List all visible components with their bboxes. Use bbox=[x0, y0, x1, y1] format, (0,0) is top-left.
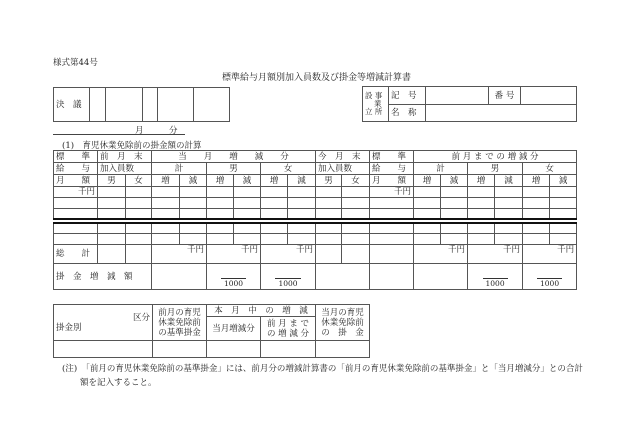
prev-base-header: 休業免除前 bbox=[158, 317, 201, 328]
header-total: 計 bbox=[414, 163, 468, 175]
prev-base-header: の基準掛金 bbox=[158, 327, 201, 338]
header-std: 標 準 bbox=[54, 151, 98, 163]
decision-cell[interactable] bbox=[90, 88, 106, 122]
form-title: 標準給与月額別加入員数及び掛金等増減計算書 bbox=[222, 73, 412, 83]
header-female: 女 bbox=[523, 163, 577, 175]
decision-label: 決 議 bbox=[54, 88, 90, 122]
code-label: 記 号 bbox=[389, 87, 426, 105]
header-male: 男 bbox=[207, 163, 261, 175]
month-label: 月 bbox=[135, 126, 144, 136]
header-std: 月 額 bbox=[370, 175, 414, 187]
header-female: 女 bbox=[126, 175, 152, 187]
code-field[interactable] bbox=[426, 87, 489, 105]
header-dec: 減 bbox=[495, 175, 523, 187]
table-row bbox=[54, 198, 577, 209]
denominator: 1000 bbox=[221, 278, 246, 289]
header-std: 標 準 bbox=[370, 151, 414, 163]
decision-cell[interactable] bbox=[143, 88, 158, 122]
name-label: 名 称 bbox=[389, 105, 426, 122]
prev-base-header: 前月の育児 bbox=[158, 307, 201, 318]
header-inc: 増 bbox=[414, 175, 441, 187]
header-prev-end: 前 月 末 bbox=[98, 151, 152, 163]
unit-label: 千円 bbox=[523, 245, 577, 264]
header-female: 女 bbox=[342, 175, 370, 187]
header-dec: 減 bbox=[441, 175, 468, 187]
unit-label: 千円 bbox=[261, 245, 316, 264]
header-total: 計 bbox=[152, 163, 207, 175]
header-current-change: 当 月 増 減 分 bbox=[152, 151, 316, 163]
unit-label: 千円 bbox=[54, 187, 98, 198]
decision-cell[interactable] bbox=[194, 88, 230, 122]
header-std: 給 与 bbox=[54, 163, 98, 175]
table-row bbox=[54, 187, 577, 198]
office-label: 業 bbox=[374, 99, 382, 108]
header-std: 月 額 bbox=[54, 175, 98, 187]
header-male: 男 bbox=[316, 175, 342, 187]
header-this-end: 加入員数 bbox=[316, 163, 370, 175]
header-dec: 減 bbox=[288, 175, 316, 187]
cur-premium-header: の 掛 金 bbox=[321, 327, 364, 338]
header-inc: 増 bbox=[261, 175, 288, 187]
grand-total-row bbox=[54, 245, 577, 264]
portion-label: 分 bbox=[169, 126, 178, 136]
header-prev-end: 加入員数 bbox=[98, 163, 152, 175]
office-label: 設 事 bbox=[365, 91, 383, 100]
header-this-end: 今 月 末 bbox=[316, 151, 370, 163]
unit-label: 千円 bbox=[207, 245, 261, 264]
header-inc: 増 bbox=[468, 175, 495, 187]
month-change-header: 本 月 中 の 増 減 bbox=[207, 305, 316, 317]
note-line: (注) 「前月の育児休業免除前の基準掛金」には、前月分の増減計算書の「前月の育児休業免除前の基準掛金」と「当月増減分」との合計 bbox=[62, 364, 583, 374]
cur-premium-header: 当月の育児 bbox=[321, 307, 364, 318]
table-row bbox=[54, 223, 577, 234]
month-underline bbox=[53, 134, 185, 135]
denominator: 1000 bbox=[537, 278, 562, 289]
header-upto-prev: 前 月 ま で の 増 減 分 bbox=[414, 151, 577, 163]
form-number: 様式第44号 bbox=[53, 58, 98, 68]
table-row bbox=[54, 209, 577, 219]
premium-change-row bbox=[54, 264, 577, 290]
office-box bbox=[362, 86, 577, 122]
denominator: 1000 bbox=[275, 278, 300, 289]
premium-change-label: 掛 金 増 減 額 bbox=[54, 264, 152, 290]
cur-premium-header: 休業免除前 bbox=[321, 317, 364, 328]
number-field[interactable] bbox=[521, 87, 577, 105]
section-heading: (1) 育児休業免除前の掛金額の計算 bbox=[62, 141, 202, 151]
upto-prev-header: の 増 減 分 bbox=[266, 328, 310, 339]
header-male: 男 bbox=[468, 163, 523, 175]
table-row bbox=[54, 341, 370, 358]
grand-total-label: 総 計 bbox=[54, 245, 98, 264]
header-inc: 増 bbox=[152, 175, 180, 187]
header-std: 給 与 bbox=[370, 163, 414, 175]
premium-type-label: 掛金別 bbox=[56, 322, 82, 333]
decision-cell[interactable] bbox=[106, 88, 143, 122]
cur-change-header: 当月増減分 bbox=[207, 317, 261, 341]
denominator: 1000 bbox=[483, 278, 508, 289]
name-field[interactable] bbox=[426, 105, 577, 122]
unit-label: 千円 bbox=[370, 187, 414, 198]
note-line: 額を記入すること。 bbox=[80, 378, 157, 388]
unit-label: 千円 bbox=[152, 245, 207, 264]
upto-prev-header: 前 月 ま で bbox=[266, 318, 310, 329]
header-female: 女 bbox=[261, 163, 316, 175]
calc-table bbox=[53, 150, 577, 290]
category-label: 区分 bbox=[132, 312, 150, 323]
header-dec: 減 bbox=[180, 175, 207, 187]
header-dec: 減 bbox=[550, 175, 577, 187]
header-male: 男 bbox=[98, 175, 126, 187]
unit-label: 千円 bbox=[414, 245, 468, 264]
header-dec: 減 bbox=[234, 175, 261, 187]
decision-box bbox=[53, 87, 230, 122]
premium-table bbox=[53, 304, 370, 358]
header-inc: 増 bbox=[523, 175, 550, 187]
number-label: 番 号 bbox=[489, 87, 521, 105]
office-label: 立 所 bbox=[365, 107, 383, 116]
unit-label: 千円 bbox=[468, 245, 523, 264]
header-inc: 増 bbox=[207, 175, 234, 187]
decision-cell[interactable] bbox=[158, 88, 194, 122]
table-row bbox=[54, 234, 577, 245]
